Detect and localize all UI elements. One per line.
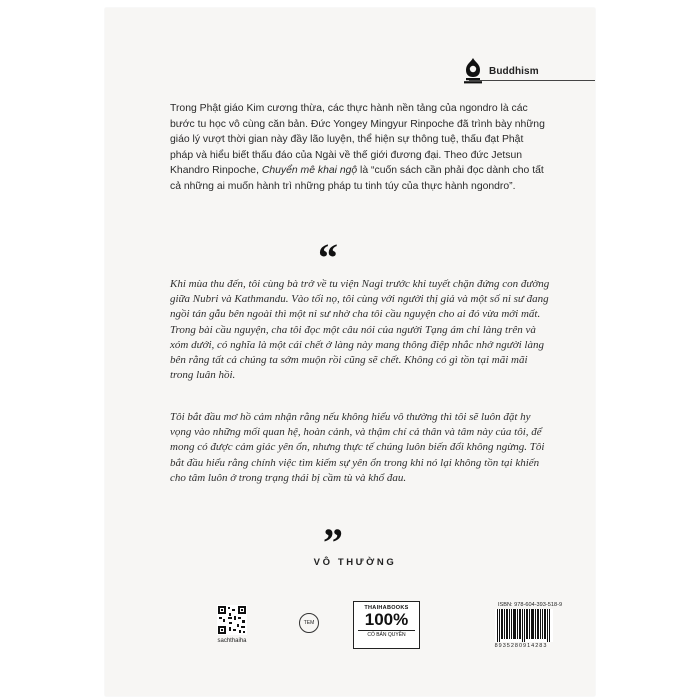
quote-source: VÔ THƯỜNG	[313, 557, 397, 568]
stamp-seal	[299, 613, 319, 633]
quote-paragraph-1: Khi mùa thu đến, tôi cùng bà trở về tu viện Nagi trước khi tuyết chặn đứng con đường giữa Nubri và Kathmandu. Vào tối nọ, tôi cùng với người thị giả và một số ni sư đang ngồi tán gẫu bên ngoài thì một ni sư nhờ cha tôi cầu nguyện cho ai đó vừa mới mất. Trong bài cầu nguyện, cha tôi đọc một câu nói của người Tạng ám chỉ làng trên và xóm dưới, có nghĩa là một cái chết ở làng này mang thông điệp nhắc nhở người làng bên rằng tất cả chúng ta sớm muộn rồi cũng sẽ chết. Không có gì tồn tại mãi mãi trong luân hồi.	[170, 278, 550, 382]
qr-code-icon	[217, 605, 247, 635]
category-label: Buddhism	[489, 65, 539, 77]
book-title: Chuyển mê khai ngộ	[261, 165, 358, 177]
tag-divider	[469, 80, 595, 81]
book-back-cover	[105, 8, 595, 696]
open-quote-mark: “	[318, 235, 338, 280]
copyright-badge	[353, 601, 420, 649]
stamp-label: TEM	[303, 620, 315, 626]
qr-code-label: sachthaiha	[217, 638, 247, 644]
barcode-icon	[495, 609, 553, 642]
badge-percent: 100%	[364, 610, 409, 629]
publisher-name: THAIHABOOKS	[364, 605, 409, 611]
close-quote-mark: ”	[323, 520, 343, 565]
barcode-number: 8935280914283	[494, 643, 548, 649]
badge-caption: CÓ BẢN QUYỀN	[358, 630, 415, 638]
intro-text-end: là “cuốn sách cần phải đọc dành cho tất cả những ai muốn hành trì những pháp tu tinh túy của thực hành ngondro”.	[170, 165, 544, 192]
intro-text-start: Trong Phật giáo Kim cương thừa, các thực hành nền tảng của ngondro là các bước tu học vô cùng căn bản. Đức Yongey Mingyur Rinpoche đã trình bày những giáo lý vượt thời gian này đầy lão luyện, thể hiện sự thông tuệ, thấu đạt Phật pháp và hiểu biết thấu đáo của Ngài về thế giới đương đại. Theo đức Jetsun Khandro Rinpoche,	[170, 103, 545, 177]
quote-paragraph-2: Tôi bắt đầu mơ hồ cảm nhận rằng nếu không hiểu vô thường thì tôi sẽ luôn đặt hy vọng vào những mối quan hệ, hoàn cảnh, và thậm chí cả thân và tâm này của tôi, để mong có được cảm giác yên ổn, nhưng thực tế chúng luôn biến đổi không ngừng. Tôi bắt đầu hiểu rằng chính việc tìm kiếm sự yên ổn trong khi nó lại không tồn tại khiến cho tâm luôn ở trong trạng thái bị cầm tù và khổ đau.	[170, 411, 545, 484]
isbn-label: ISBN: 978-604-393-518-9	[498, 602, 563, 608]
intro-paragraph	[170, 101, 545, 195]
